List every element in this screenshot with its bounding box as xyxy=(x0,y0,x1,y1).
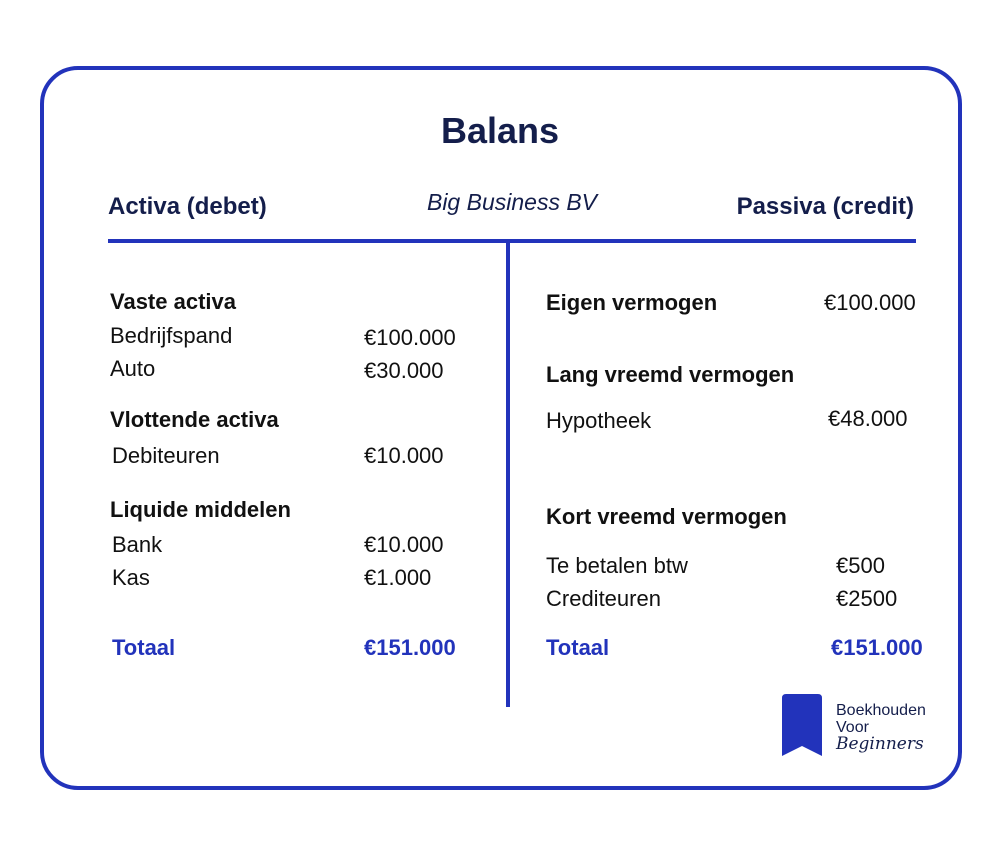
header-divider xyxy=(108,239,916,243)
column-divider xyxy=(506,241,510,707)
logo-line-3: Beginners xyxy=(836,734,924,754)
bookmark-logo-icon xyxy=(782,694,822,758)
logo-line-2: Voor xyxy=(836,719,869,736)
item-value: €100.000 xyxy=(824,290,916,315)
item-value: €2500 xyxy=(836,586,898,611)
item-label: Kas xyxy=(112,565,150,590)
credit-header: Passiva (credit) xyxy=(736,193,914,220)
item-label: Debiteuren xyxy=(112,443,220,468)
total-value: €151.000 xyxy=(831,635,923,660)
item-value: €10.000 xyxy=(364,443,444,468)
section-kort-vreemd-vermogen: Kort vreemd vermogen xyxy=(546,504,787,529)
debit-header: Activa (debet) xyxy=(108,193,267,220)
item-label: Bedrijfspand xyxy=(110,323,233,348)
section-eigen-vermogen: Eigen vermogen xyxy=(546,290,718,315)
section-vaste-activa: Vaste activa xyxy=(110,289,236,314)
total-label: Totaal xyxy=(546,635,610,660)
item-value: €30.000 xyxy=(364,358,444,383)
item-label: Te betalen btw xyxy=(546,553,688,578)
total-value: €151.000 xyxy=(364,635,456,660)
item-value: €1.000 xyxy=(364,565,432,590)
item-label: Crediteuren xyxy=(546,586,661,611)
section-liquide-middelen: Liquide middelen xyxy=(110,497,291,522)
section-vlottende-activa: Vlottende activa xyxy=(110,407,279,432)
logo-line-1: Boekhouden xyxy=(836,702,926,719)
item-label: Auto xyxy=(110,356,156,381)
item-label: Bank xyxy=(112,532,163,557)
brand-logo xyxy=(836,702,926,753)
page-title: Balans xyxy=(440,110,560,151)
item-label: Hypotheek xyxy=(546,408,652,433)
item-value: €10.000 xyxy=(364,532,444,557)
section-lang-vreemd-vermogen: Lang vreemd vermogen xyxy=(546,362,795,387)
item-value: €48.000 xyxy=(828,406,908,431)
item-value: €500 xyxy=(836,553,885,578)
company-name: Big Business BV xyxy=(426,189,598,215)
item-value: €100.000 xyxy=(364,325,456,350)
total-label: Totaal xyxy=(112,635,176,660)
